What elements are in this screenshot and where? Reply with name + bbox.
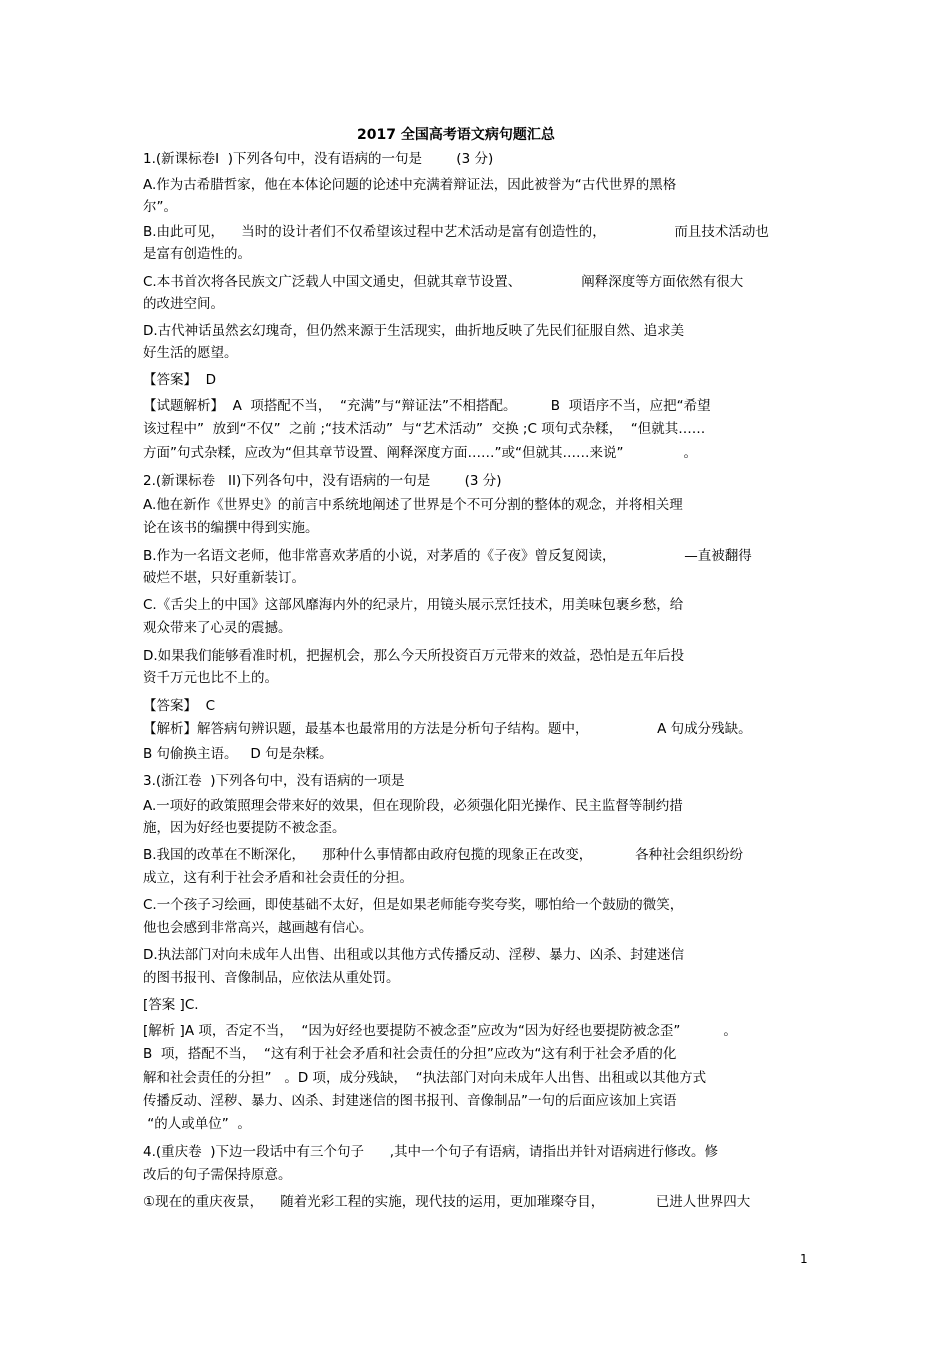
text-line: 好生活的愿望。	[143, 345, 238, 361]
text-line: “的人或单位” 。	[143, 1116, 251, 1132]
text-line: C.《舌尖上的中国》这部风靡海内外的纪录片，用镜头展示烹饪技术，用美味包裹乡愁，给	[143, 597, 684, 613]
text-line: 成立，这有利于社会矛盾和社会责任的分担。	[143, 870, 413, 886]
text-line: A.作为古希腊哲家，他在本体论问题的论述中充满着辩证法，因此被誉为“古代世界的黑格	[143, 177, 677, 193]
text-line: 尔”。	[143, 199, 177, 215]
text-line: 传播反动、淫秽、暴力、凶杀、封建迷信的图书报刊、音像制品”一句的后面应该加上宾语	[143, 1093, 677, 1109]
page-number: 1	[800, 1252, 808, 1266]
text-line: 的改进空间。	[143, 296, 224, 312]
text-line: 方面”句式杂糅，应改为“但其章节设置、阐释深度方面……”或“但就其……来说” 。	[143, 445, 698, 461]
text-line: 观众带来了心灵的震撼。	[143, 620, 292, 636]
text-line: ①现在的重庆夜景， 随着光彩工程的实施，现代技的运用，更加璀璨夺目， 已进人世界四大	[143, 1194, 751, 1210]
text-line: 他也会感到非常高兴，越画越有信心。	[143, 920, 373, 936]
text-line: C.一个孩子习绘画，即使基础不太好，但是如果老师能夸奖夸奖，哪怕给一个鼓励的微笑，	[143, 897, 684, 913]
text-line: B.由此可见， 当时的设计者们不仅希望该过程中艺术活动是富有创造性的， 而且技术活动也	[143, 224, 769, 240]
text-line: 论在该书的编撰中得到实施。	[143, 520, 319, 536]
text-line: 3.(浙江卷 )下列各句中，没有语病的一项是	[143, 773, 405, 789]
page-title: 2017 全国高考语文病句题汇总	[357, 127, 555, 143]
text-line: 解和社会责任的分担” 。D 项，成分残缺， “执法部门对向未成年人出售、出租或以其他方式	[143, 1070, 707, 1086]
text-line: B.作为一名语文老师，他非常喜欢茅盾的小说，对茅盾的《子夜》曾反复阅读， —直被翻得	[143, 548, 752, 564]
text-line: 是富有创造性的。	[143, 246, 251, 262]
text-line: D.执法部门对向未成年人出售、出租或以其他方式传播反动、淫秽、暴力、凶杀、封建迷信	[143, 947, 685, 963]
text-line: A.一项好的政策照理会带来好的效果，但在现阶段，必须强化阳光操作、民主监督等制约措	[143, 798, 683, 814]
text-line: 施，因为好经也要提防不被念歪。	[143, 820, 346, 836]
text-line: [解析 ]A 项，否定不当， “因为好经也要提防不被念歪”应改为“因为好经也要提防被念歪” 。	[143, 1023, 737, 1039]
text-line: [答案 ]C.	[143, 997, 199, 1013]
text-line: D.古代神话虽然玄幻瑰奇，但仍然来源于生活现实，曲折地反映了先民们征服自然、追求美	[143, 323, 685, 339]
text-line: 【解析】解答病句辨识题，最基本也最常用的方法是分析句子结构。题中， A 句成分残缺。	[143, 721, 752, 737]
text-line: 该过程中” 放到“不仅” 之前 ;“技术活动” 与“艺术活动” 交换 ;C 项句式杂糅， “但就其……	[143, 421, 706, 437]
text-line: 4.(重庆卷 )下边一段话中有三个句子 ,其中一个句子有语病，请指出并针对语病进行修改。修	[143, 1144, 719, 1160]
text-line: B 项，搭配不当， “这有利于社会矛盾和社会责任的分担”应改为“这有利于社会矛盾的化	[143, 1046, 677, 1062]
text-line: 改后的句子需保持原意。	[143, 1167, 292, 1183]
text-line: 1.(新课标卷Ⅰ )下列各句中，没有语病的一句是 (3 分)	[143, 151, 494, 167]
text-line: 2.(新课标卷 II)下列各句中，没有语病的一句是 (3 分)	[143, 473, 502, 489]
text-line: 【试题解析】 A 项搭配不当， “充满”与“辩证法”不相搭配。 B 项语序不当，应把“希望	[143, 398, 711, 414]
text-line: 破烂不堪，只好重新装订。	[143, 570, 305, 586]
text-line: B.我国的改革在不断深化， 那种什么事情都由政府包揽的现象正在改变， 各种社会组织纷纷	[143, 847, 744, 863]
text-line: B 句偷换主语。 D 句是杂糅。	[143, 746, 333, 762]
text-line: 【答案】 D	[143, 372, 216, 388]
text-line: D.如果我们能够看准时机，把握机会，那么今天所投资百万元带来的效益，恐怕是五年后投	[143, 648, 685, 664]
text-line: 【答案】 C	[143, 698, 216, 714]
text-line: 资千万元也比不上的。	[143, 670, 278, 686]
text-line: C.本书首次将各民族文广泛载人中国文通史，但就其章节设置、 阐释深度等方面依然有很大	[143, 274, 744, 290]
text-line: A.他在新作《世界史》的前言中系统地阐述了世界是个不可分割的整体的观念，并将相关理	[143, 497, 683, 513]
text-line: 的图书报刊、音像制品，应依法从重处罚。	[143, 970, 400, 986]
